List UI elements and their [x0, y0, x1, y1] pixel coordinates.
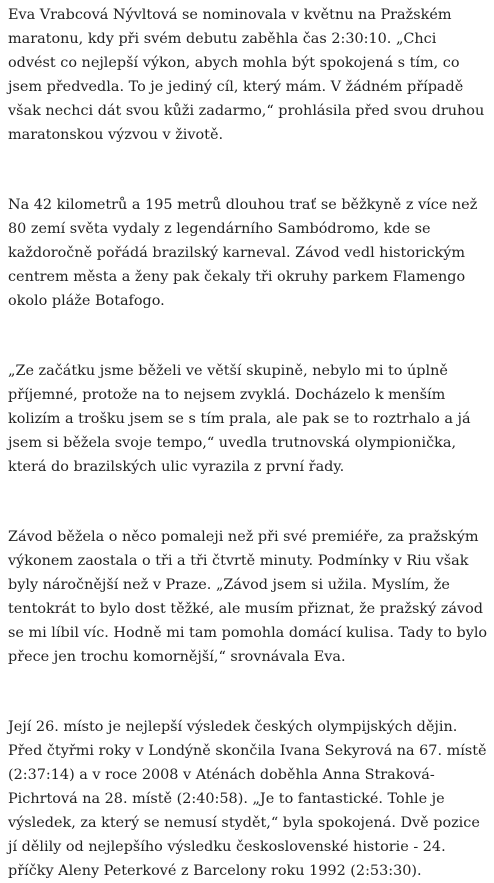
article-paragraph-1: Eva Vrabcová Nývltová se nominovala v květnu na Pražském maratonu, kdy při svém debutu zaběhla čas 2:30:10. „Chci odvést co nejlepší výkon, abych mohla být spokojená s tím, co jsem předvedla. To je jediný cíl, který mám. V žádném případě však nechci dát svou kůži zadarmo,“ prohlásila před svou druhou maratonskou výzvou v životě. [8, 7, 485, 143]
article-body [8, 3, 488, 883]
article-paragraph-5: Její 26. místo je nejlepší výsledek českých olympijských dějin. Před čtyřmi roky v Londýně skončila Ivana Sekyrová na 67. místě (2:37:14) a v roce 2008 v Aténách doběhla Anna Straková-Pichrtová na 28. místě (2:40:58). „Je to fantastické. Tohle je výsledek, za který se nemusí stydět,“ byla spokojená. Dvě pozice jí dělily od nejlepšího výsledku československé historie - 24. příčky Aleny Peterkové z Barcelony roku 1992 (2:53:30). [8, 719, 487, 879]
article-paragraph-4: Závod běžela o něco pomaleji než při své premiéře, za pražským výkonem zaostala o tři a tři čtvrtě minuty. Podmínky v Riu však byly náročnější než v Praze. „Závod jsem si užila. Myslím, že tentokrát to bylo dost těžké, ale musím přiznat, že pražský závod se mi líbil víc. Hodně mi tam pomohla domácí kulisa. Tady to bylo přece jen trochu komornější,“ srovnávala Eva. [8, 529, 488, 665]
article-paragraph-2: Na 42 kilometrů a 195 metrů dlouhou trať se běžkyně z více než 80 zemí světa vydaly z legendárního Sambódromo, kde se každoročně pořádá brazilský karneval. Závod vedl historickým centrem města a ženy pak čekaly tři okruhy parkem Flamengo okolo pláže Botafogo. [8, 197, 478, 309]
article-paragraph-3: „Ze začátku jsme běželi ve větší skupině, nebylo mi to úplně příjemné, protože na to nejsem zvyklá. Docházelo k menším kolizím a trošku jsem se s tím prala, ale pak se to roztrhalo a já jsem si běžela svoje tempo,“ uvedla trutnovská olympionička, která do brazilských ulic vyrazila z první řady. [8, 363, 471, 475]
